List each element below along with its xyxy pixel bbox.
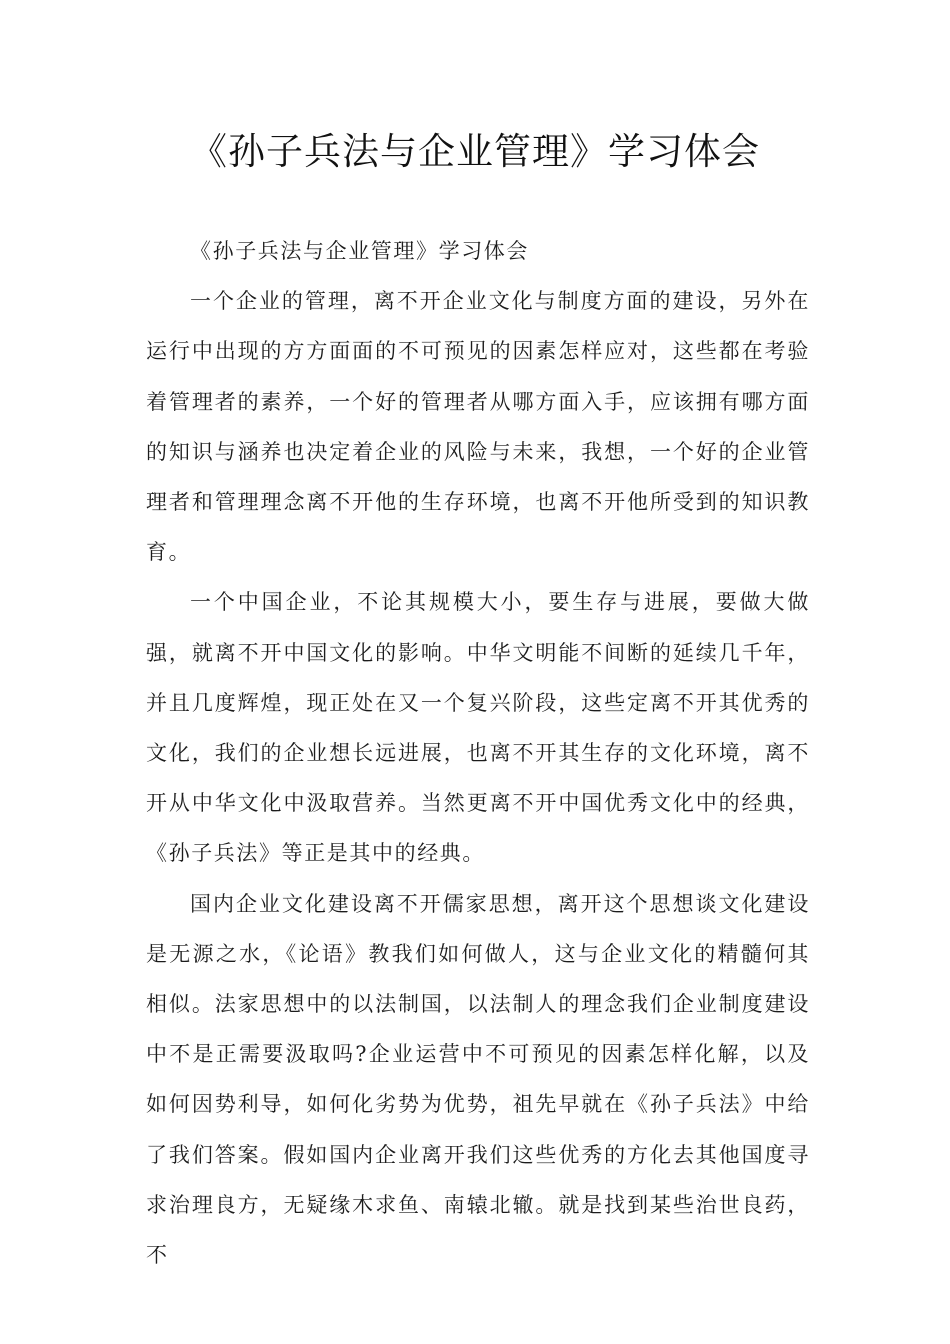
document-title: 《孙子兵法与企业管理》学习体会 — [190, 130, 760, 173]
document-body — [146, 226, 810, 1280]
paragraph-subtitle: 《孙子兵法与企业管理》学习体会 — [190, 239, 529, 263]
paragraph: 一个中国企业，不论其规模大小，要生存与进展，要做大做强，就离不开中国文化的影响。中华文明能不间断的延续几千年，并且几度辉煌，现正处在又一个复兴阶段，这些定离不开其优秀的文化，我们的企业想长远进展，也离不开其生存的文化环境，离不开从中华文化中汲取营养。当然更离不开中国优秀文化中的经典，《孙子兵法》等正是其中的经典。 — [146, 590, 810, 866]
paragraph: 国内企业文化建设离不开儒家思想，离开这个思想谈文化建设是无源之水，《论语》教我们如何做人，这与企业文化的精髓何其相似。法家思想中的以法制国，以法制人的理念我们企业制度建设中不是正需要汲取吗?企业运营中不可预见的因素怎样化解，以及如何因势利导，如何化劣势为优势，祖先早就在《孙子兵法》中给了我们答案。假如国内企业离开我们这些优秀的方化去其他国度寻求治理良方，无疑缘木求鱼、南辕北辙。就是找到某些治世良药，不 — [146, 891, 810, 1268]
paragraph: 一个企业的管理，离不开企业文化与制度方面的建设，另外在运行中出现的方方面面的不可预见的因素怎样应对，这些都在考验着管理者的素养，一个好的管理者从哪方面入手，应该拥有哪方面的知识与涵养也决定着企业的风险与未来，我想，一个好的企业管理者和管理理念离不开他的生存环境，也离不开他所受到的知识教育。 — [146, 289, 810, 565]
